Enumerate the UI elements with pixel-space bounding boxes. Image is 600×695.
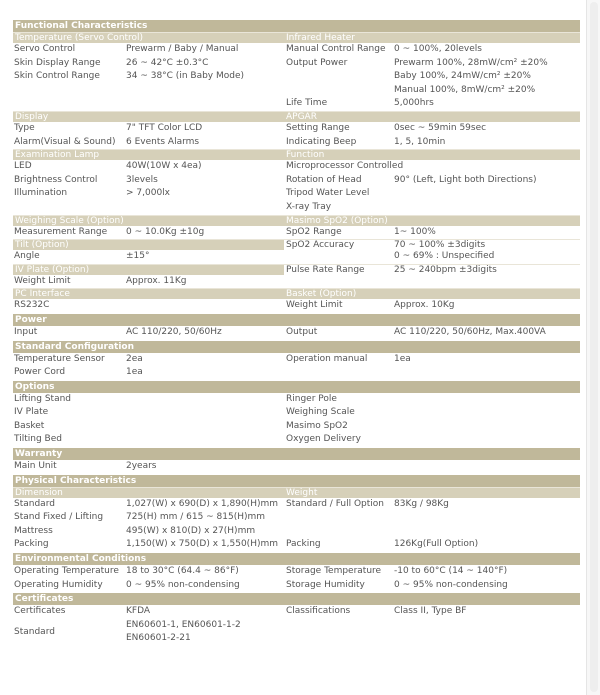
value — [394, 201, 580, 215]
table-row — [13, 250, 580, 264]
label: Basket — [14, 420, 45, 431]
table-row — [13, 136, 580, 150]
table-row — [13, 406, 580, 420]
label: Weighing Scale — [286, 407, 355, 418]
value — [394, 433, 580, 447]
sub-iv-plate: IV Plate (Option) — [15, 264, 90, 275]
value — [126, 201, 284, 215]
value: 0 ~ 95% non-condensing — [394, 579, 508, 590]
scrollbar-thumb[interactable] — [590, 2, 598, 692]
label: Tilting Bed — [14, 434, 62, 445]
value: 1,150(W) x 750(D) x 1,550(H)mm — [126, 539, 279, 550]
label: Skin Display Range — [14, 57, 101, 68]
section-options: Options — [13, 380, 580, 393]
table-row — [13, 275, 580, 289]
value: 83Kg / 98Kg — [394, 498, 449, 509]
value: 495(W) x 810(D) x 27(H)mm — [126, 525, 256, 536]
sub-header — [13, 111, 580, 122]
label: Main Unit — [14, 461, 57, 472]
label: Power Cord — [14, 367, 66, 378]
label — [13, 97, 126, 111]
label — [284, 70, 394, 84]
label — [284, 275, 394, 289]
label — [13, 84, 126, 98]
sub-dimension: Dimension — [15, 487, 63, 498]
sub-header — [13, 487, 580, 498]
value: Manual 100%, 8mW/cm² ±20% — [394, 84, 536, 95]
value: 0 ~ 69% : Unspecified — [394, 251, 495, 262]
table-row — [13, 299, 580, 313]
label: Packing — [14, 539, 49, 550]
sub-temp-servo: Temperature (Servo Control) — [15, 33, 144, 43]
sub-pc-interface: PC Interface — [15, 289, 70, 300]
label: Tripod Water Level — [286, 188, 370, 199]
label: Storage Humidity — [286, 579, 365, 590]
value: AC 110/220, 50/60Hz — [126, 326, 222, 337]
value: 3levels — [126, 174, 158, 185]
label — [284, 525, 394, 539]
value — [394, 393, 580, 407]
value: Class II, Type BF — [394, 606, 467, 617]
label: Type — [14, 122, 35, 133]
sub-exam-lamp: Examination Lamp — [15, 150, 100, 161]
label: Operating Temperature — [14, 566, 119, 577]
label: Rotation of Head — [286, 174, 362, 185]
sub-basket: Basket (Option) — [286, 289, 357, 300]
sub-header — [13, 264, 580, 275]
label: Microprocessor Controlled — [286, 161, 404, 172]
value: Baby 100%, 24mW/cm² ±20% — [394, 71, 531, 82]
sub-header — [13, 288, 580, 299]
sub-header — [13, 32, 580, 43]
value — [394, 460, 580, 474]
table-row — [13, 393, 580, 407]
sub-weight: Weight — [286, 487, 318, 498]
table-row — [13, 84, 580, 98]
label: Standard — [14, 626, 55, 637]
value: 0sec ~ 59min 59sec — [394, 122, 487, 133]
table-row — [13, 43, 580, 57]
value: Approx. 11Kg — [126, 275, 187, 286]
label: Masimo SpO2 — [286, 420, 348, 431]
label: Stand Fixed / Lifting — [14, 512, 104, 523]
table-row — [13, 187, 580, 201]
spo2-accuracy-value: 70 ~ 100% ±3digits — [394, 240, 580, 250]
label: Packing — [286, 539, 321, 550]
label: Storage Temperature — [286, 566, 382, 577]
value — [126, 299, 284, 313]
section-environmental: Environmental Conditions — [13, 552, 580, 565]
value — [394, 420, 580, 434]
label — [13, 201, 126, 215]
label: Input — [14, 326, 38, 337]
value: 126Kg(Full Option) — [394, 539, 479, 550]
label: Weight Limit — [14, 275, 71, 286]
sub-weighing: Weighing Scale (Option) — [15, 215, 124, 226]
standard-cert-line-2: EN60601-2-21 — [126, 633, 191, 644]
label — [284, 511, 394, 525]
value: 1,027(W) x 690(D) x 1,890(H)mm — [126, 498, 279, 509]
label: Lifting Stand — [14, 393, 72, 404]
sub-header — [13, 239, 580, 250]
table-row — [13, 420, 580, 434]
label: Certificates — [14, 606, 66, 617]
label: Standard / Full Option — [286, 498, 384, 509]
label: Output Power — [286, 57, 348, 68]
value: 26 ~ 42°C ±0.3°C — [126, 57, 209, 68]
value: 1~ 100% — [394, 226, 436, 237]
value: 90° (Left, Light both Directions) — [394, 174, 537, 185]
label: Setting Range — [286, 122, 350, 133]
label: LED — [14, 161, 32, 172]
sub-infrared: Infrared Heater — [286, 33, 355, 43]
table-row — [13, 565, 580, 579]
label: Classifications — [286, 606, 351, 617]
value — [126, 393, 284, 407]
label: Skin Control Range — [14, 71, 100, 82]
label: Measurement Range — [14, 226, 108, 237]
value: 34 ~ 38°C (in Baby Mode) — [126, 71, 245, 82]
label — [284, 84, 394, 98]
value: 1ea — [394, 353, 411, 364]
value: Prewarm 100%, 28mW/cm² ±20% — [394, 57, 548, 68]
sub-apgar: APGAR — [286, 111, 317, 122]
value — [394, 187, 580, 201]
value: 2years — [126, 461, 157, 472]
table-row — [13, 433, 580, 447]
section-certificates: Certificates — [13, 592, 580, 605]
value: 0 ~ 100%, 20levels — [394, 44, 482, 54]
label: SpO2 Range — [286, 226, 342, 237]
label: Illumination — [14, 188, 68, 199]
label: Operating Humidity — [14, 579, 103, 590]
table-row — [13, 174, 580, 188]
value — [394, 406, 580, 420]
label: Manual Control Range — [286, 44, 386, 54]
value — [126, 97, 284, 111]
section-warranty: Warranty — [13, 447, 580, 460]
value: 18 to 30°C (64.4 ~ 86°F) — [126, 566, 239, 577]
table-row — [13, 538, 580, 552]
value: 1, 5, 10min — [394, 136, 446, 147]
table-row — [13, 97, 580, 111]
label: X-ray Tray — [286, 201, 332, 212]
pulse-rate-label: Pulse Rate Range — [284, 265, 394, 275]
sub-display: Display — [15, 111, 49, 122]
label: Standard — [14, 498, 55, 509]
value: 7" TFT Color LCD — [126, 122, 203, 133]
value: 0 ~ 10.0Kg ±10g — [126, 226, 205, 237]
section-power: Power — [13, 313, 580, 326]
label: Weight Limit — [286, 300, 343, 311]
value: 2ea — [126, 353, 143, 364]
table-row — [13, 619, 580, 646]
value: 725(H) mm / 615 ~ 815(H)mm — [126, 512, 266, 523]
section-physical: Physical Characteristics — [13, 474, 580, 487]
table-row — [13, 498, 580, 512]
sub-masimo: Masimo SpO2 (Option) — [286, 215, 388, 226]
label: Operation manual — [286, 353, 368, 364]
value — [126, 433, 284, 447]
value — [394, 525, 580, 539]
vertical-scrollbar[interactable] — [586, 0, 600, 695]
value: > 7,000lx — [126, 188, 170, 199]
label: Output — [286, 326, 318, 337]
label: IV Plate — [14, 407, 49, 418]
value: 40W(10W x 4ea) — [126, 161, 202, 172]
table-row — [13, 201, 580, 215]
label — [284, 250, 394, 264]
label — [284, 460, 394, 474]
label — [284, 366, 394, 380]
value: 0 ~ 95% non-condensing — [126, 579, 240, 590]
value: Prewarm / Baby / Manual — [126, 44, 239, 54]
value: -10 to 60°C (14 ~ 140°F) — [394, 566, 508, 577]
standard-cert-line-1: EN60601-1, EN60601-1-2 — [126, 619, 241, 630]
label: Alarm(Visual & Sound) — [14, 136, 116, 147]
value — [394, 275, 580, 289]
table-row — [13, 57, 580, 71]
sub-function: Function — [286, 150, 325, 161]
value: 6 Events Alarms — [126, 136, 200, 147]
label: Angle — [14, 251, 40, 262]
value — [126, 406, 284, 420]
label: Oxygen Delivery — [286, 434, 361, 445]
label: Brightness Control — [14, 174, 98, 185]
value: ±15° — [126, 251, 150, 262]
value — [394, 366, 580, 380]
table-row — [13, 511, 580, 525]
table-row — [13, 353, 580, 367]
value — [126, 84, 284, 98]
label: Temperature Sensor — [14, 353, 105, 364]
sub-header — [13, 215, 580, 226]
value: 1ea — [126, 367, 143, 378]
label: Life Time — [286, 98, 328, 109]
value — [126, 619, 284, 646]
table-row — [13, 579, 580, 593]
table-row — [13, 70, 580, 84]
value: AC 110/220, 50/60Hz, Max.400VA — [394, 326, 546, 337]
value — [394, 160, 580, 174]
spo2-accuracy-label: SpO2 Accuracy — [284, 240, 394, 250]
table-row — [13, 525, 580, 539]
sub-header — [13, 149, 580, 160]
table-row — [13, 460, 580, 474]
value: KFDA — [126, 606, 151, 617]
sub-tilt: Tilt (Option) — [15, 240, 69, 251]
label: RS232C — [14, 300, 50, 311]
table-row — [13, 122, 580, 136]
value — [126, 420, 284, 434]
label: Ringer Pole — [286, 393, 337, 404]
section-standard-config: Standard Configuration — [13, 340, 580, 353]
table-row — [13, 366, 580, 380]
label: Indicating Beep — [286, 136, 357, 147]
value — [394, 511, 580, 525]
value: 5,000hrs — [394, 98, 434, 109]
pulse-rate-value: 25 ~ 240bpm ±3digits — [394, 265, 580, 275]
table-row — [13, 226, 580, 240]
section-functional: Functional Characteristics — [13, 19, 580, 32]
label: Mattress — [14, 525, 53, 536]
label: Servo Control — [14, 44, 76, 54]
spec-sheet — [13, 19, 580, 646]
value: Approx. 10Kg — [394, 300, 455, 311]
table-row — [13, 326, 580, 340]
table-row — [13, 160, 580, 174]
table-row — [13, 605, 580, 619]
